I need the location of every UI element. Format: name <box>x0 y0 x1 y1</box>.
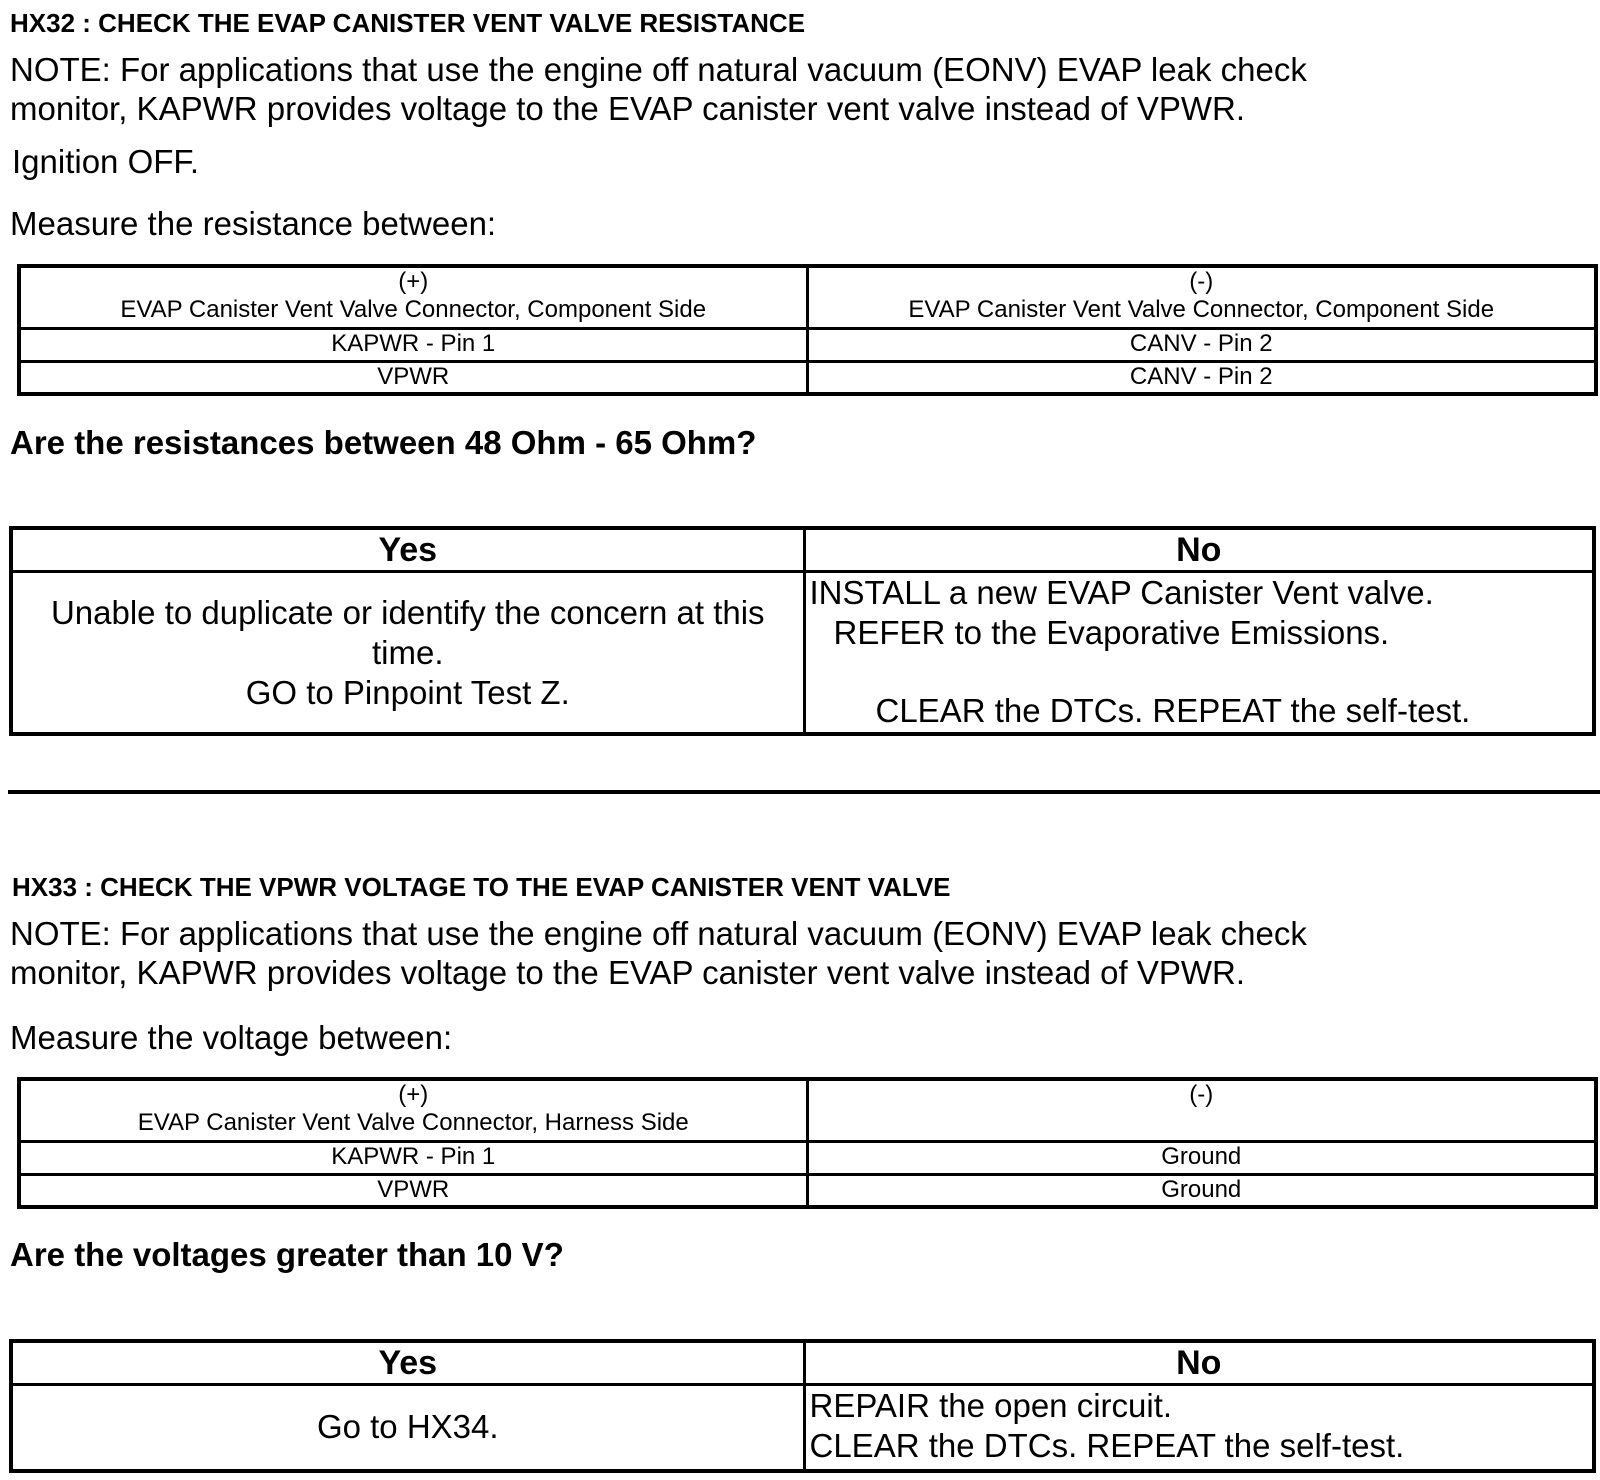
result-header-no: No <box>804 1341 1594 1385</box>
hx32-result-table <box>9 526 1596 736</box>
measure-header-positive: (+) EVAP Canister Vent Valve Connector, Harness Side <box>19 1079 807 1141</box>
result-header-yes: Yes <box>11 528 804 572</box>
result-yes-text: Go to HX34. <box>11 1385 804 1471</box>
result-no-line: CLEAR the DTCs. REPEAT the self-test. <box>875 692 1471 729</box>
table-cell: KAPWR - Pin 1 <box>19 328 807 361</box>
table-cell: CANV - Pin 2 <box>807 361 1596 394</box>
result-no-line: INSTALL a new EVAP Canister Vent valve. <box>809 574 1434 611</box>
result-yes-text: Unable to duplicate or identify the concern at this time. GO to Pinpoint Test Z. <box>11 572 804 734</box>
measure-header-negative: (-) <box>807 1079 1596 1141</box>
table-cell: VPWR <box>19 361 807 394</box>
table-cell: VPWR <box>19 1174 807 1207</box>
section-divider <box>8 790 1600 794</box>
hx33-title: HX33 : CHECK THE VPWR VOLTAGE TO THE EVAP CANISTER VENT VALVE <box>12 872 951 902</box>
hx32-step-measure: Measure the resistance between: <box>10 205 497 242</box>
result-no-text: REPAIR the open circuit. CLEAR the DTCs. REPEAT the self-test. <box>804 1385 1594 1471</box>
result-no-cell <box>804 572 1594 734</box>
hx33-step-measure: Measure the voltage between: <box>10 1019 453 1056</box>
hx32-question: Are the resistances between 48 Ohm - 65 Ohm? <box>10 424 757 461</box>
measure-header-negative: (-) EVAP Canister Vent Valve Connector, Component Side <box>807 266 1596 328</box>
hx33-question: Are the voltages greater than 10 V? <box>10 1236 564 1273</box>
result-no-line: REFER to the Evaporative Emissions. <box>833 614 1390 651</box>
hx33-measurement-table <box>17 1077 1598 1209</box>
hx32-note: NOTE: For applications that use the engine off natural vacuum (EONV) EVAP leak check monitor, KAPWR provides voltage to the EVAP canister vent valve instead of VPWR. <box>10 51 1307 127</box>
result-header-no: No <box>804 528 1594 572</box>
hx32-title: HX32 : CHECK THE EVAP CANISTER VENT VALVE RESISTANCE <box>10 8 806 38</box>
table-cell: KAPWR - Pin 1 <box>19 1141 807 1174</box>
hx32-step-ignition: Ignition OFF. <box>12 143 200 180</box>
table-cell: Ground <box>807 1141 1596 1174</box>
hx32-measurement-table <box>17 264 1598 396</box>
table-cell: Ground <box>807 1174 1596 1207</box>
measure-header-positive: (+) EVAP Canister Vent Valve Connector, Component Side <box>19 266 807 328</box>
hx33-result-table <box>9 1339 1596 1473</box>
result-header-yes: Yes <box>11 1341 804 1385</box>
hx33-note: NOTE: For applications that use the engine off natural vacuum (EONV) EVAP leak check monitor, KAPWR provides voltage to the EVAP canister vent valve instead of VPWR. <box>10 915 1307 991</box>
table-cell: CANV - Pin 2 <box>807 328 1596 361</box>
